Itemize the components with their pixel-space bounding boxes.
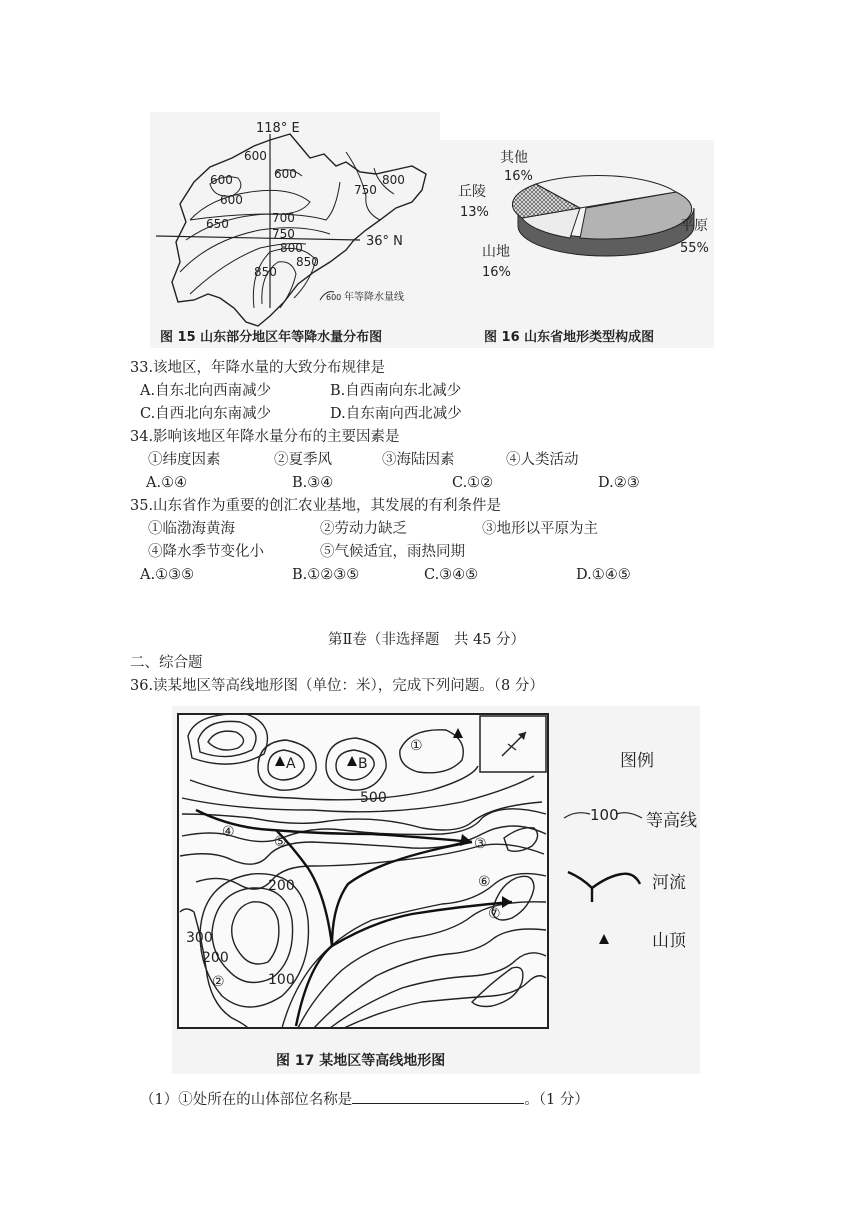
q36-sub1-suffix: 。（1 分） bbox=[524, 1092, 589, 1108]
legend-river-label: 河流 bbox=[652, 873, 686, 893]
parallel-label: 36° N bbox=[366, 234, 403, 249]
isoline-label: 700 bbox=[272, 211, 295, 225]
label-mountain-name: 山地 bbox=[482, 244, 510, 260]
legend-contour-value: 100 bbox=[590, 806, 619, 824]
q33-stem: 33.该地区，年降水量的大致分布规律是 bbox=[130, 360, 386, 376]
q34-option-a: A.①④ bbox=[146, 475, 188, 491]
q34-factor-2: ②夏季风 bbox=[274, 452, 332, 468]
legend-peak-icon bbox=[599, 934, 609, 944]
q34-factor-4: ④人类活动 bbox=[506, 452, 579, 468]
label-other-pct: 16% bbox=[504, 169, 533, 184]
isoline-label: 600 bbox=[274, 167, 297, 181]
contour-200a: 200 bbox=[268, 878, 295, 894]
figure-17-caption: 图 17 某地区等高线地形图 bbox=[276, 1053, 446, 1069]
contour-100: 100 bbox=[268, 972, 295, 988]
figure-16-caption: 图 16 山东省地形类型构成图 bbox=[484, 330, 655, 345]
q33-option-d: D.自东南向西北减少 bbox=[330, 406, 462, 422]
contour-300: 300 bbox=[186, 930, 213, 946]
meridian-label: 118° E bbox=[256, 121, 300, 136]
label-other-name: 其他 bbox=[500, 150, 528, 166]
answer-blank[interactable] bbox=[352, 1089, 524, 1104]
q36-sub1-prefix: （1）①处所在的山体部位名称是 bbox=[140, 1092, 353, 1108]
marker-3: ③ bbox=[474, 836, 487, 852]
label-hill-name: 丘陵 bbox=[458, 184, 486, 200]
legend-sample: 600 bbox=[326, 293, 342, 302]
marker-6: ⑥ bbox=[478, 874, 491, 890]
isoline-label: 600 bbox=[244, 149, 267, 163]
q34-factor-1: ①纬度因素 bbox=[148, 452, 221, 468]
isoline-label: 750 bbox=[354, 183, 377, 197]
marker-1: ① bbox=[410, 738, 423, 754]
q36-stem: 36.读某地区等高线地形图（单位：米），完成下列问题。（8 分） bbox=[130, 678, 544, 694]
section-2-heading: 二、综合题 bbox=[130, 655, 203, 671]
section-2-title: 第Ⅱ卷（非选择题 共 45 分） bbox=[328, 632, 526, 648]
isoline-label: 750 bbox=[272, 227, 295, 241]
q36-sub1 bbox=[140, 1089, 589, 1111]
isoline-label: 600 bbox=[220, 193, 243, 207]
peak-b-label: B bbox=[358, 756, 368, 772]
legend-contour-label: 等高线 bbox=[646, 811, 697, 831]
label-mountain-pct: 16% bbox=[482, 265, 511, 280]
q35-factor-1: ①临渤海黄海 bbox=[148, 521, 235, 537]
q34-option-c: C.①② bbox=[452, 475, 494, 491]
isoline-label: 850 bbox=[296, 255, 319, 269]
q34-stem: 34.影响该地区年降水量分布的主要因素是 bbox=[130, 429, 400, 445]
figure-15-map bbox=[150, 112, 440, 348]
q35-factor-2: ②劳动力缺乏 bbox=[320, 521, 407, 537]
q33-option-c: C.自西北向东南减少 bbox=[140, 406, 272, 422]
label-hill-pct: 13% bbox=[460, 205, 489, 220]
contour-200b: 200 bbox=[202, 950, 229, 966]
legend-title: 图例 bbox=[620, 751, 654, 771]
q35-stem: 35.山东省作为重要的创汇农业基地，其发展的有利条件是 bbox=[130, 498, 502, 514]
q33-option-a: A.自东北向西南减少 bbox=[140, 383, 272, 399]
isoline-label: 800 bbox=[382, 173, 405, 187]
marker-5: ⑤ bbox=[274, 834, 287, 850]
peak-a-label: A bbox=[286, 756, 296, 772]
legend-river-icon bbox=[568, 872, 640, 902]
marker-7: ⑦ bbox=[488, 906, 501, 922]
q34-option-b: B.③④ bbox=[292, 475, 334, 491]
isoline-label: 650 bbox=[206, 217, 229, 231]
q35-option-a: A.①③⑤ bbox=[140, 567, 195, 583]
isoline-label: 850 bbox=[254, 265, 277, 279]
figure-15-box bbox=[150, 112, 440, 348]
q35-factor-4: ④降水季节变化小 bbox=[148, 544, 264, 560]
legend-text: 年等降水量线 bbox=[344, 292, 404, 303]
contour-500: 500 bbox=[360, 790, 387, 806]
q35-option-d: D.①④⑤ bbox=[576, 567, 631, 583]
figure-16-box bbox=[440, 140, 714, 348]
label-plain-pct: 55% bbox=[680, 241, 709, 256]
q35-factor-3: ③地形以平原为主 bbox=[482, 521, 598, 537]
figure-16-pie bbox=[440, 140, 714, 348]
isoline-label: 800 bbox=[280, 241, 303, 255]
q35-option-c: C.③④⑤ bbox=[424, 567, 479, 583]
q34-option-d: D.②③ bbox=[598, 475, 640, 491]
q33-option-b: B.自西南向东北减少 bbox=[330, 383, 462, 399]
q35-factor-5: ⑤气候适宜，雨热同期 bbox=[320, 544, 465, 560]
figure-17-box bbox=[172, 706, 700, 1074]
legend-peak-label: 山顶 bbox=[652, 931, 686, 951]
q34-factor-3: ③海陆因素 bbox=[382, 452, 455, 468]
figure-17-contour-map bbox=[172, 706, 700, 1074]
marker-4: ④ bbox=[222, 824, 235, 840]
q35-option-b: B.①②③⑤ bbox=[292, 567, 360, 583]
label-plain-name: 平原 bbox=[680, 218, 708, 234]
figure-15-caption: 图 15 山东部分地区年等降水量分布图 bbox=[160, 330, 383, 345]
marker-2: ② bbox=[212, 974, 225, 990]
isoline-label: 600 bbox=[210, 173, 233, 187]
